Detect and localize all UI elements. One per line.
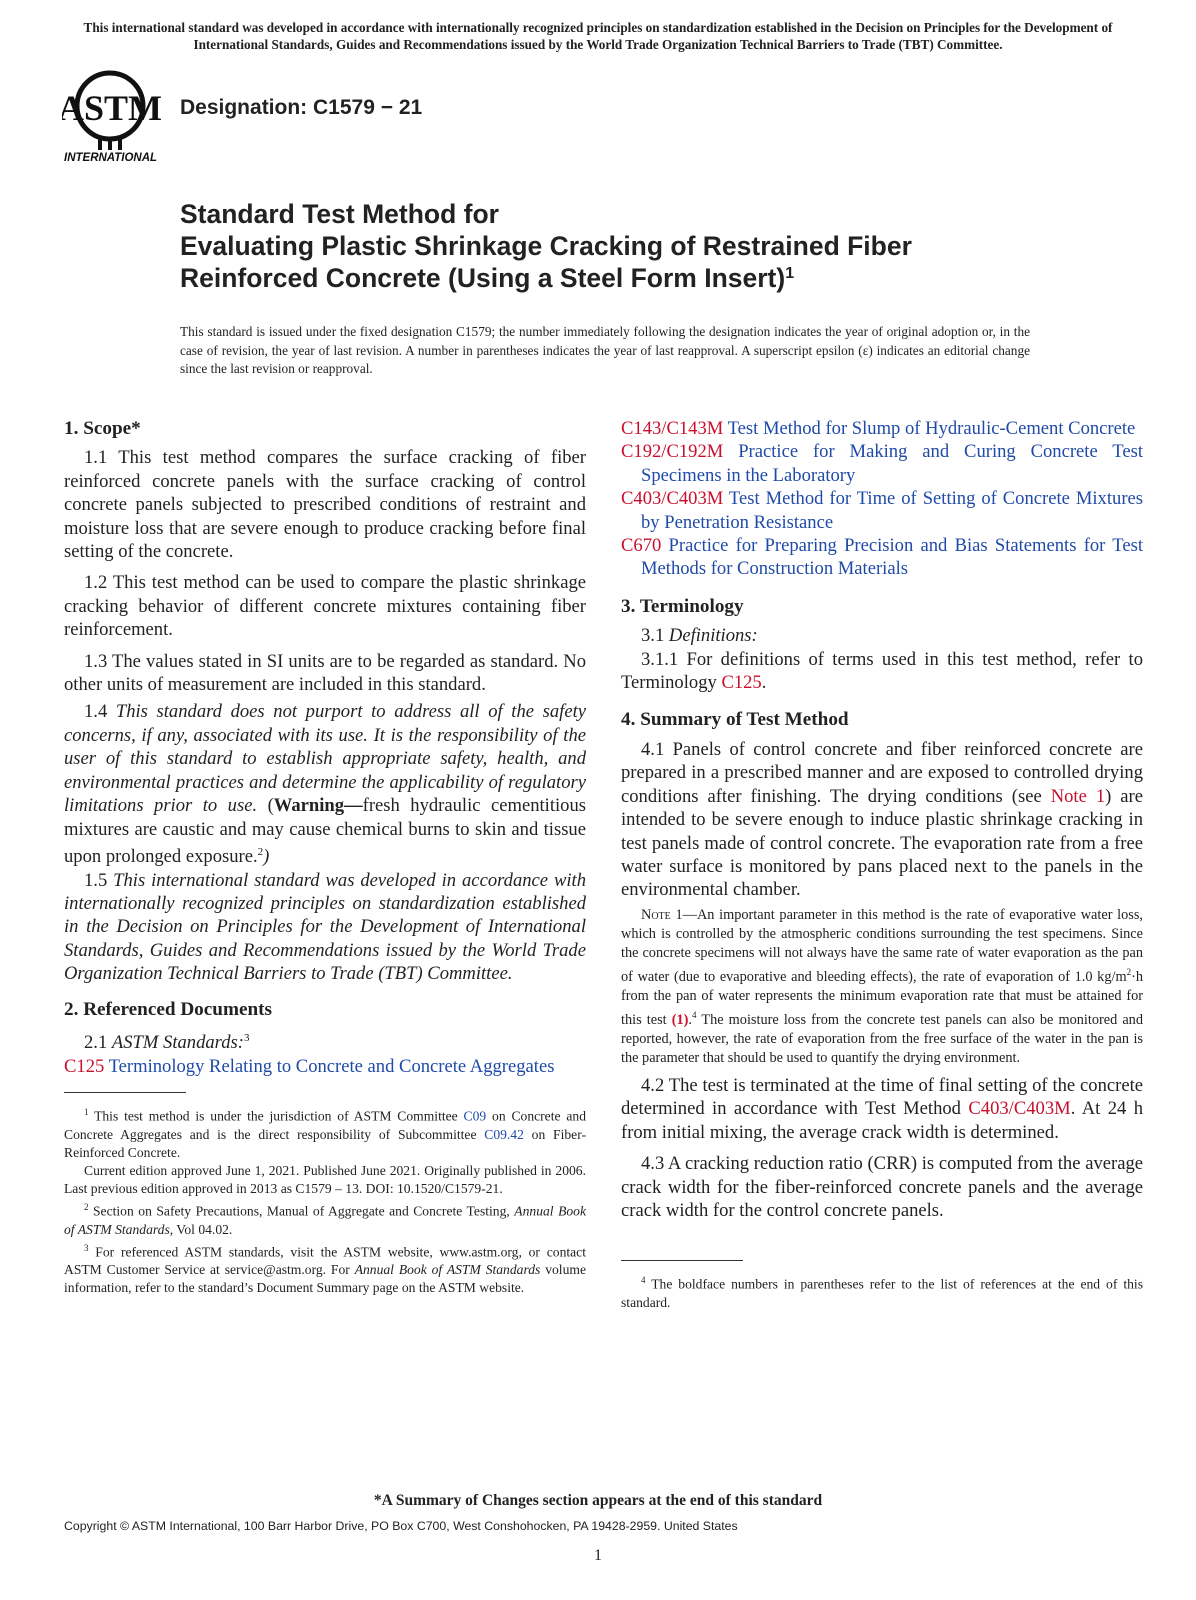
title-line-1: Standard Test Method for — [180, 199, 499, 229]
section-heading-scope: 1. Scope* — [64, 418, 141, 439]
copyright: Copyright © ASTM International, 100 Barr Harbor Drive, PO Box C700, West Conshohocken, PA 19428-2959. United States — [64, 1519, 738, 1533]
para-1-4: 1.4 This standard does not purport to address all of the safety concerns, if any, associated with its use. It is the responsibility of the user of this standard to establish appropriate safety, health, and environmental practices and determine the applicability of regulatory limitations prior to use. (Warning—fresh hydraulic cementitious mixtures are caustic and may cause chemical burns to skin and tissue upon prolonged exposure.$^2$) — [64, 701, 587, 868]
para-3-1: 3.1 Definitions: — [641, 625, 758, 647]
ref-c125[interactable]: C125 Terminology Relating to Concrete and Concrete Aggregates — [64, 1055, 555, 1077]
title-line-2: Evaluating Plastic Shrinkage Cracking of Restrained Fiber — [180, 231, 912, 261]
section-heading-summary: 4. Summary of Test Method — [621, 709, 849, 731]
footnote-divider — [64, 1092, 186, 1093]
astm-logo — [62, 68, 168, 166]
link-c09-42[interactable]: C09.42 — [484, 1126, 524, 1142]
ref-c143[interactable]: C143/C143M Test Method for Slump of Hydraulic-Cement Concrete — [621, 418, 1136, 439]
link-c09[interactable]: C09 — [463, 1108, 487, 1124]
svg-text:INTERNATIONAL: INTERNATIONAL — [64, 152, 158, 164]
issued-note: This standard is issued under the fixed designation C1579; the number immediately following the designation indicates the year of original adoption or, in the case of revision, the year of last revision. A number in parentheses indicates the year of last reapproval. A superscript epsilon (ε) indicates an editorial change since the last revision or reapproval. — [180, 324, 1030, 377]
footnote-divider-right — [621, 1260, 743, 1261]
section-heading-terminology: 3. Terminology — [621, 595, 744, 617]
page-number: 1 — [594, 1547, 602, 1564]
title-footnote-ref[interactable]: 1 — [785, 265, 795, 282]
title-line-3: Reinforced Concrete (Using a Steel Form Insert)$^1$ — [180, 263, 795, 293]
svg-text:ASTM: ASTM — [62, 88, 163, 128]
right-column — [621, 417, 1143, 1312]
footnote-2: $^2$ Section on Safety Precautions, Manual of Aggregate and Concrete Testing, Annual Book of ASTM Standards, Vol 04.02. — [64, 1201, 586, 1237]
ref-c670[interactable]: C670 Practice for Preparing Precision and Bias Statements for Test Methods for Construction Materials — [621, 535, 1143, 580]
footnote-3: $^3$ For referenced ASTM standards, visit the ASTM website, www.astm.org, or contact ASTM Customer Service at service@astm.org. For Annual Book of ASTM Standards volume information, refer to the standard’s Document Summary page on the ASTM website. — [64, 1242, 586, 1296]
para-4-2: 4.2 The test is terminated at the time of final setting of the concrete determined in accordance with Test Method C403/C403M. At 24 h from initial mixing, the average crack width is determined. — [621, 1075, 1143, 1143]
summary-of-changes-note: *A Summary of Changes section appears at the end of this standard — [373, 1492, 823, 1509]
footnote-1-edition: Current edition approved June 1, 2021. Published June 2021. Originally published in 2006. Last previous edition approved in 2013 as C1579 – 13. DOI: 10.1520/C1579-21. — [64, 1162, 586, 1196]
para-1-1: 1.1 This test method compares the surface cracking of fiber reinforced concrete panels with the surface cracking of control concrete panels subjected to prescribed conditions of restraint and moisture loss that are severe enough to produce cracking before final setting of the concrete. — [64, 447, 586, 563]
para-1-3: 1.3 The values stated in SI units are to be regarded as standard. No other units of measurement are included in this standard. — [64, 650, 586, 696]
footnote-4: $^4$ The boldface numbers in parentheses refer to the list of references at the end of this standard. — [621, 1275, 1143, 1311]
astm-logo-icon — [62, 68, 168, 166]
designation: Designation: C1579 − 21 — [180, 96, 423, 119]
para-4-3: 4.3 A cracking reduction ratio (CRR) is computed from the average crack width for the fiber-reinforced concrete panels and the average crack width for the control concrete panels. — [621, 1153, 1143, 1222]
link-c403[interactable]: C403/C403M — [968, 1098, 1071, 1120]
note-1: Note 1—An important parameter in this method is the rate of evaporative water loss, which is controlled by the atmospheric conditions surrounding the test specimens. Since the concrete specimens will not always have the same rate of water evaporation as the pan of water (due to evaporative and bleeding effects), the rate of evaporation of 1.0 $kg/m^2\cdot h$ from the pan of water represents the minimum evaporation rate that must be attained for this test (1).$^4$ The moisture loss from the concrete test panels can also be monitored and reported, however, the rate of evaporation from the free surface of the water in the pan is the parameter that should be used to quantify the drying environment. — [621, 906, 1143, 1066]
left-column — [64, 417, 586, 1297]
para-4-1: 4.1 Panels of control concrete and fiber reinforced concrete are prepared in a prescribed manner and are exposed to controlled drying conditions after finishing. The drying conditions (see Note 1) are intended to be severe enough to induce plastic shrinkage cracking in test panels made of control concrete. The evaporation rate from a free water surface is monitored by pans placed next to the panels in the environmental chamber. — [621, 738, 1143, 901]
ref-c192[interactable]: C192/C192M Practice for Making and Curing Concrete Test Specimens in the Laboratory — [621, 441, 1143, 486]
para-2-1: 2.1 ASTM Standards:$^3$ — [84, 1031, 250, 1054]
para-3-1-1: 3.1.1 For definitions of terms used in this test method, refer to Terminology C125. — [621, 648, 1143, 694]
ref-c403[interactable]: C403/C403M Test Method for Time of Setting of Concrete Mixtures by Penetration Resistance — [621, 488, 1143, 533]
para-1-5: 1.5 This international standard was developed in accordance with internationally recognized principles on standardization established in the Decision on Principles for the Development of International Standards, Guides and Recommendations issued by the World Trade Organization Technical Barriers to Trade (TBT) Committee. — [64, 869, 587, 985]
wto-notice: This international standard was developed in accordance with internationally recognized principles on standardization established in the Decision on Principles for the Development of International Standards, Guides and Recommendations issued by the World Trade Organization Technical Barriers to Trade (TBT) Committee. — [83, 20, 1113, 52]
link-reference-1[interactable]: (1) — [671, 1011, 689, 1028]
footnote-1: $^1$ This test method is under the jurisdiction of ASTM Committee C09 on Concrete and Concrete Aggregates and is the direct responsibility of Subcommittee C09.42 on Fiber-Reinforced Concrete. — [64, 1106, 586, 1160]
link-c125[interactable]: C125 — [721, 672, 762, 694]
para-1-2: 1.2 This test method can be used to compare the plastic shrinkage cracking behavior of different concrete mixtures containing fiber reinforcement. — [64, 572, 586, 641]
page-title — [180, 198, 1080, 294]
section-heading-referenced-documents: 2. Referenced Documents — [64, 998, 272, 1020]
link-note-1[interactable]: Note 1 — [1050, 785, 1106, 807]
